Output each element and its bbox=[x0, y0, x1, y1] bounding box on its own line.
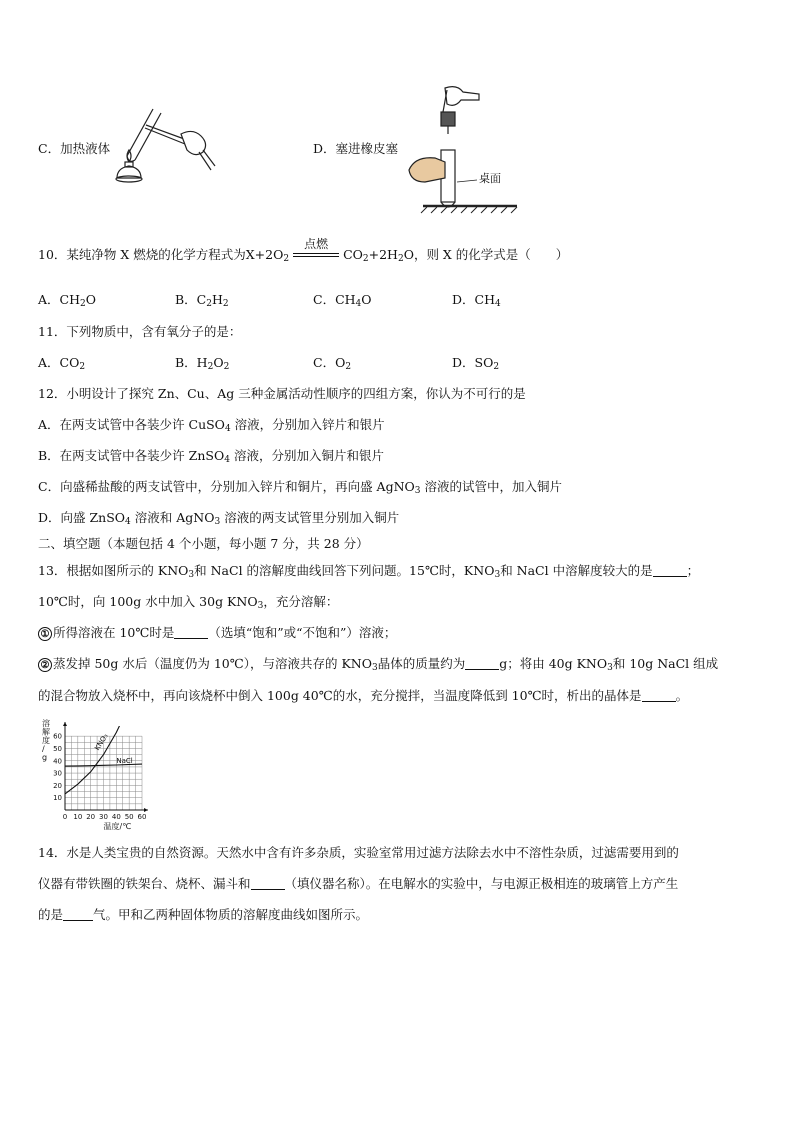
q12-option-b: B．在两支试管中各装少许 ZnSO$_4$ 溶液，分别加入铜片和银片 bbox=[38, 448, 384, 465]
y-tick-label: 20 bbox=[53, 781, 62, 790]
q13-line-1: 13．根据如图所示的 $KNO_3$和 NaCl 的溶解度曲线回答下列问题。15℃时，$KNO_3$和 NaCl 中溶解度较大的是 ； bbox=[38, 563, 700, 580]
y-tick-label: 30 bbox=[53, 769, 62, 778]
q14-line-1: 14．水是人类宝贵的自然资源。天然水中含有许多杂质，实验室常用过滤方法除去水中不溶性杂质，过滤需要用到的 bbox=[38, 845, 679, 860]
x-tick-label: 0 bbox=[62, 813, 68, 821]
y-axis-arrow bbox=[63, 722, 67, 726]
q12-option-d: D．向盛 ZnSO$_4$ 溶液和 AgNO$_3$ 溶液的两支试管里分别加入铜片 bbox=[38, 510, 400, 527]
circled-number-2: ② bbox=[38, 658, 52, 672]
q12-option-a: A．在两支试管中各装少许 CuSO$_4$ 溶液，分别加入锌片和银片 bbox=[38, 417, 385, 434]
series-label-kno3: KNO₃ bbox=[93, 732, 110, 752]
q10-option-a: A．$CH_2O$ bbox=[38, 292, 96, 309]
answer-blank[interactable] bbox=[465, 657, 499, 670]
x-tick-label: 10 bbox=[73, 813, 83, 821]
q11-option-b: B．$H_2O_2$ bbox=[175, 355, 230, 372]
section-heading-fill-in: 二、填空题（本题包括 4 个小题，每小题 7 分，共 28 分） bbox=[38, 536, 369, 551]
chart-x-axis-label: 温度/℃ bbox=[103, 822, 132, 831]
q10-option-c: C．$CH_4O$ bbox=[313, 292, 372, 309]
q12-option-c: C．向盛稀盐酸的两支试管中，分别加入锌片和铜片，再向盛 AgNO$_3$ 溶液的试管中，加入铜片 bbox=[38, 479, 562, 496]
y-tick-label: 40 bbox=[53, 757, 62, 766]
chart-grid bbox=[65, 736, 142, 810]
answer-blank[interactable] bbox=[642, 689, 676, 702]
answer-blank[interactable] bbox=[653, 564, 687, 577]
y-tick-label: 50 bbox=[53, 744, 62, 753]
desk-label: 桌面 bbox=[479, 172, 501, 185]
q12-stem: 12．小明设计了探究 Zn、Cu、Ag 三种金属活动性顺序的四组方案，你认为不可行的是 bbox=[38, 386, 526, 401]
heating-liquid-illustration bbox=[115, 104, 225, 194]
x-axis-arrow bbox=[144, 808, 148, 812]
q9-option-d: D．塞进橡皮塞 bbox=[313, 141, 399, 156]
inserting-stopper-illustration bbox=[405, 82, 525, 214]
solubility-curve-chart bbox=[38, 716, 168, 834]
y-tick-label: 10 bbox=[53, 794, 62, 803]
q14-line-2: 仪器有带铁圈的铁架台、烧杯、漏斗和 （填仪器名称）。在电解水的实验中，与电源正极相连的玻璃管上方产生 bbox=[38, 876, 679, 891]
q13-line-4: ② 蒸发掉 50g 水后（温度仍为 10℃），与溶液共存的 $KNO_3$晶体的质量约为 g；将由 40g $KNO_3$和 10g NaCl 组成 bbox=[38, 656, 718, 672]
q13-line-2: 10℃时，向 100g 水中加入 30g $KNO_3$，充分溶解： bbox=[38, 594, 339, 611]
q11-stem: 11．下列物质中，含有氧分子的是： bbox=[38, 324, 242, 339]
q13-line-3: ① 所得溶液在 10℃时是 （选填“饱和”或“不饱和”）溶液； bbox=[38, 625, 396, 641]
x-tick-label: 40 bbox=[111, 813, 121, 821]
y-tick-label: 60 bbox=[53, 732, 62, 741]
q10-stem: 10．某纯净物 X 燃烧的化学方程式为$X+2O_2$ 点燃 $CO_2+2H_2O$，则 X 的化学式是（ ） bbox=[38, 237, 569, 264]
x-tick-label: 50 bbox=[124, 813, 134, 821]
series-label-nacl: NaCl bbox=[116, 756, 133, 765]
q11-option-a: A．$CO_2$ bbox=[38, 355, 86, 372]
q11-option-c: C．$O_2$ bbox=[313, 355, 352, 372]
q9-option-c: C．加热液体 bbox=[38, 141, 111, 156]
x-tick-label: 30 bbox=[99, 813, 108, 821]
answer-blank[interactable] bbox=[251, 877, 285, 890]
x-tick-label: 20 bbox=[86, 813, 96, 821]
q10-option-d: D．$CH_4$ bbox=[452, 292, 501, 309]
circled-number-1: ① bbox=[38, 627, 52, 641]
answer-blank[interactable] bbox=[63, 908, 93, 921]
answer-blank[interactable] bbox=[174, 626, 208, 639]
q10-option-b: B．$C_2H_2$ bbox=[175, 292, 229, 309]
x-tick-label: 60 bbox=[137, 813, 147, 821]
q14-line-3: 的是 气。甲和乙两种固体物质的溶解度曲线如图所示。 bbox=[38, 907, 369, 922]
chart-y-axis-label: 溶解度/ g bbox=[42, 719, 50, 762]
reaction-condition: 点燃 bbox=[291, 245, 341, 263]
q11-option-d: D．$SO_2$ bbox=[452, 355, 500, 372]
q13-line-5: 的混合物放入烧杯中，再向该烧杯中倒入 100g 40℃的水，充分搅拌，当温度降低到 10℃时，析出的晶体是 。 bbox=[38, 688, 689, 703]
